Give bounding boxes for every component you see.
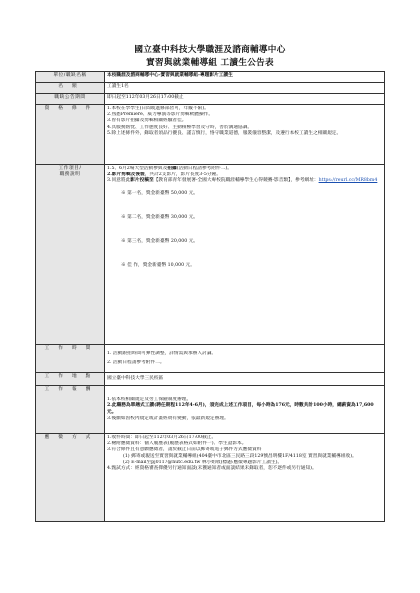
value-period: 即日起至112年03月26日17:00截止 [105,94,385,105]
row-pay [36,386,385,434]
pay-line-2: 2.此職務為單趟式工讀(聘任期程112年4-6月)，須完成上述工作項目，每小時為176元，時數共計100小時，總薪資為17,600元。 [107,403,374,415]
prize-first: ※ 第一名，獎金新臺幣 50,000 元。 [121,190,199,196]
label-requirements: 資格條件 [36,105,105,165]
label-hours: 工作時間 [36,345,105,373]
row-duties [36,165,385,345]
apply-line-2: 2.檢附應徵資料：個人履歷表(履歷表格式如附件一)、學生證影本。 [107,441,247,447]
prize-second: ※ 第二名，獎金新臺幣 30,000 元。 [121,214,199,220]
requirement-4: 4.具服務熱忱、工作態度良好、主動積極學習及守時，善於溝通協調。 [107,124,253,130]
requirement-2: 2.熟悉Premiere、威力導演等影片剪輯軟體操作。 [107,112,214,118]
value-location: 國立臺中科技大學三民校區 [105,373,385,386]
value-pay [105,386,385,434]
row-location [36,373,385,386]
label-quota: 名額 [36,83,105,94]
value-unit: 本校職涯及諮商輔導中心-實習與就業輔導組-專題影片工讀生 [105,72,385,83]
value-hours [105,345,385,373]
row-apply [36,434,385,522]
duty-3: 3.同意將此影片投稿至【教育部青年發展署-全國大專校院職涯輔導學生心得競賽-影音類】，參考網址：https://reurl.cc/MR8bm4 [107,178,378,184]
title-line-2: 實習與就業輔導組 工讀生公告表 [146,58,274,68]
label-unit: 單位/職缺名稱 [36,72,105,83]
hours-line-1: 1. 活動跟拍時間可彈性調整，詳情需與承辦人討論。 [107,350,217,356]
label-apply: 應徵方式 [36,434,105,522]
apply-line-3: 3.符合條件且有意願應徵者，請於截止日前以郵寄或電子郵件方式應徵資料 [107,447,262,453]
apply-line-5: (2) E-mail至pj0117@nutc.edu.tw 林小姐收(標題:應徵專題影片工讀生)。 [123,459,283,465]
pay-line-1: 1.依本校相關規定及勞工保險制度辦理。 [107,397,192,403]
row-unit [36,72,385,83]
apply-line-6: 4.甄試方式：經資格審查擇優另行通知面談(未獲通知者或面談結果未錄取者，恕不逐件或另行通知)。 [107,466,317,472]
value-requirements [105,105,385,165]
requirement-1: 1.本校在學學生(日間或進修部皆可，年級不限)。 [107,106,209,111]
prize-third: ※ 第三名，獎金新臺幣 20,000 元。 [121,239,199,245]
document-title [0,44,420,70]
row-requirements [36,105,385,165]
duty-2: 2.影片剪輯及後製，共計2支影片，影片長度3-5分鐘。 [107,172,221,178]
label-pay: 工作報酬 [36,386,105,434]
pay-line-3: 3.後續如因校內規定或計畫經費有變動，依最新規定辦理。 [107,415,229,421]
requirement-3: 3.曾有影片拍攝及剪輯相關經驗者佳。 [107,118,187,124]
value-duties [105,165,385,345]
label-location: 工作地點 [36,373,105,386]
row-quota [36,83,385,94]
hours-line-2: 2. 活動日程請參考附件二。 [107,360,165,365]
row-hours [36,345,385,373]
value-quota: 工讀生1名 [105,83,385,94]
label-period: 職缺公告期間 [36,94,105,105]
announcement-form-table [35,71,385,522]
requirement-5: 5.除上述條件外，錄取者須品行優良、謹言慎行，恪守職業道德，服裝儀容整潔，及遵行本校工讀生之相關規定。 [107,130,342,136]
label-duties: 工作項目/ 職務說明 [36,165,105,345]
apply-line-4: (1) 郵寄或親送至實習與就業輔導組(404臺中市北區三民路三段129號昌明樓1F/4118室 實習與就業輔導組收)。 [123,453,357,459]
prize-honorable: ※ 佳 作，獎金新臺幣 10,000 元。 [121,263,195,269]
row-period [36,94,385,105]
value-apply [105,434,385,522]
reference-link[interactable]: https://reurl.cc/MR8bm4 [318,178,378,184]
duty-1: 1.5、6月2場大型活動參與及拍攝(活動日程請參考附件二)。 [107,166,232,171]
apply-line-1: 1.收件時間：即日起至112年03月26日17:00截止。 [107,435,217,440]
title-line-1: 國立臺中科技大學職涯及諮商輔導中心 [134,45,286,55]
